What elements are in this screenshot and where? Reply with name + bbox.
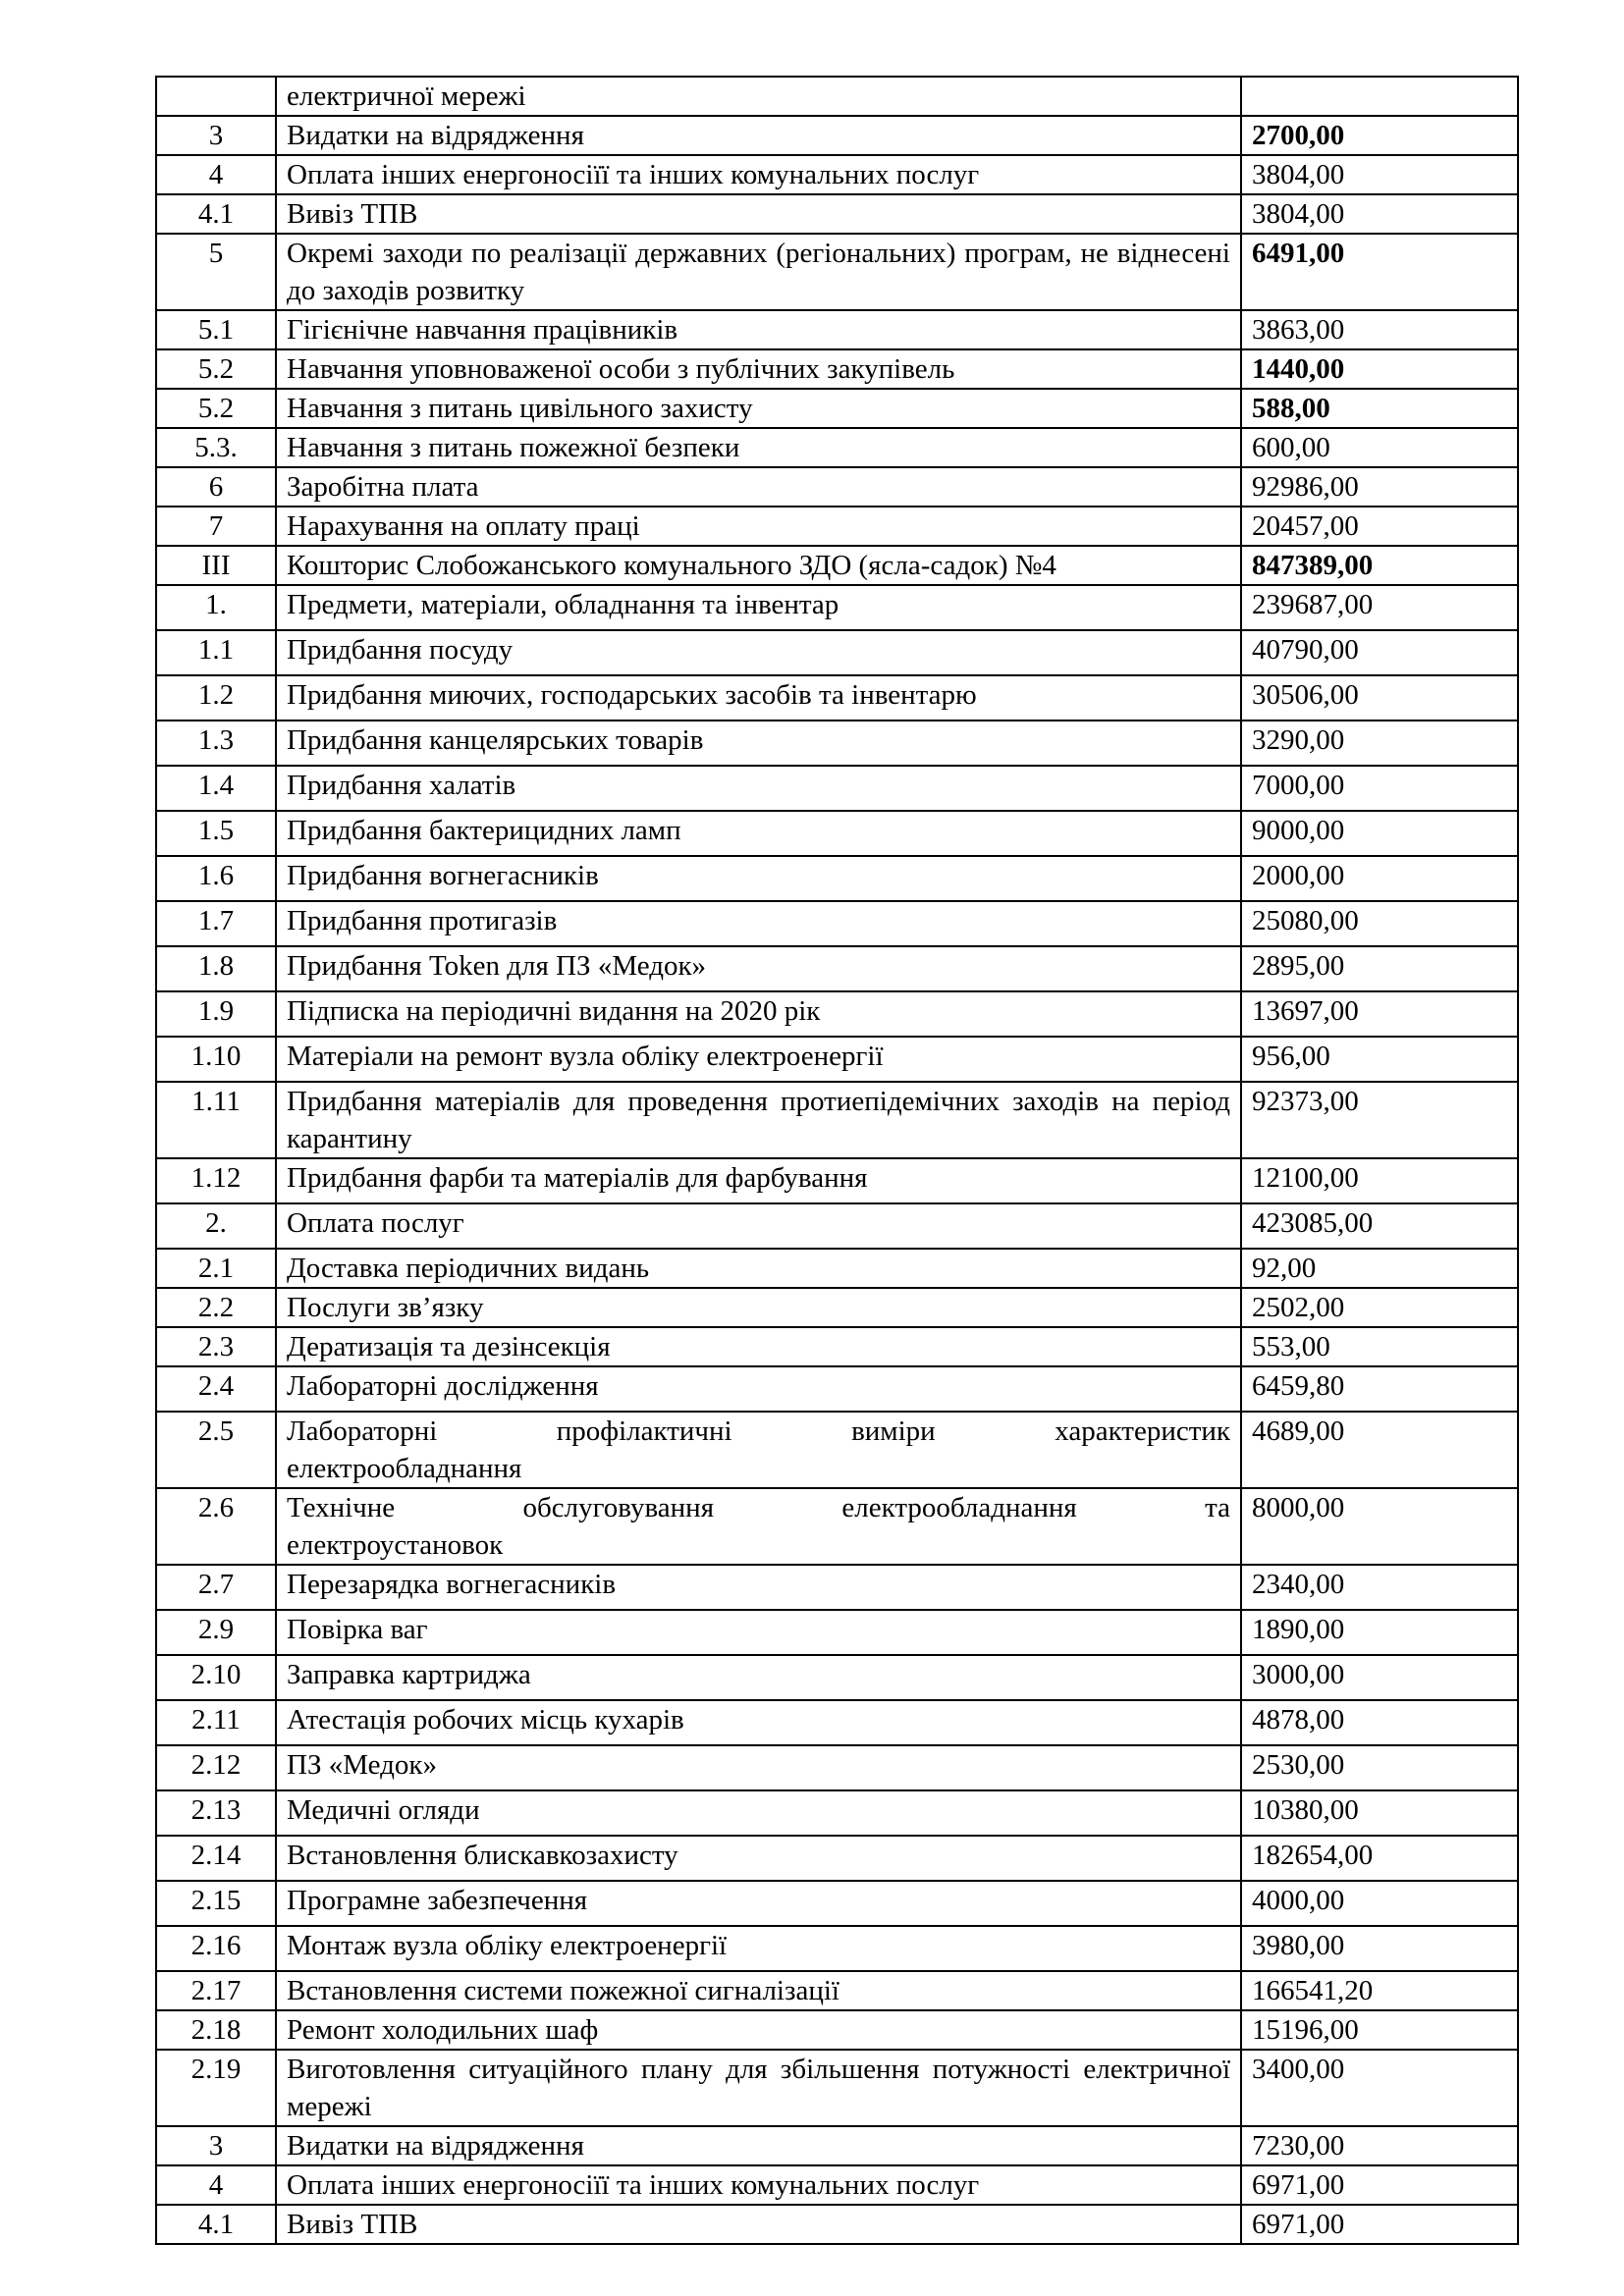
- row-number-cell: 1.4: [156, 766, 276, 811]
- item-name-cell: [276, 1488, 1241, 1565]
- row-number-cell: 6: [156, 467, 276, 507]
- row-number-cell: 2.11: [156, 1700, 276, 1745]
- amount-cell: 1440,00: [1241, 349, 1518, 389]
- row-number-cell: 1.9: [156, 991, 276, 1037]
- amount-cell: 423085,00: [1241, 1203, 1518, 1249]
- amount-cell: 588,00: [1241, 389, 1518, 428]
- row-number-cell: 3: [156, 2126, 276, 2165]
- row-number-cell: [156, 77, 276, 116]
- item-name-cell: Заробітна плата: [276, 467, 1241, 507]
- table-row: [156, 234, 1518, 310]
- item-name-cell: Предмети, матеріали, обладнання та інвентар: [276, 585, 1241, 630]
- amount-cell: 166541,20: [1241, 1971, 1518, 2010]
- item-name-cell: [276, 1412, 1241, 1488]
- row-number-cell: 2.14: [156, 1836, 276, 1881]
- item-name-cell: Повірка ваг: [276, 1610, 1241, 1655]
- item-name-cell: Оплата інших енергоносіїї та інших комунальних послуг: [276, 155, 1241, 194]
- row-number-cell: 4.1: [156, 2205, 276, 2244]
- amount-cell: 8000,00: [1241, 1488, 1518, 1565]
- amount-cell: 4878,00: [1241, 1700, 1518, 1745]
- item-name-cell: Матеріали на ремонт вузла обліку електроенергії: [276, 1037, 1241, 1082]
- budget-table-body: [156, 77, 1518, 2244]
- table-row: [156, 310, 1518, 349]
- amount-cell: 4689,00: [1241, 1412, 1518, 1488]
- amount-cell: 2895,00: [1241, 946, 1518, 991]
- table-row: [156, 630, 1518, 675]
- table-row: [156, 1926, 1518, 1971]
- amount-cell: 13697,00: [1241, 991, 1518, 1037]
- item-name-cell: Підписка на періодичні видання на 2020 рік: [276, 991, 1241, 1037]
- table-row: [156, 2205, 1518, 2244]
- item-name-line: електрообладнання: [287, 1453, 522, 1484]
- amount-cell: 7230,00: [1241, 2126, 1518, 2165]
- item-name-cell: Монтаж вузла обліку електроенергії: [276, 1926, 1241, 1971]
- amount-cell: 2000,00: [1241, 856, 1518, 901]
- row-number-cell: 4.1: [156, 194, 276, 234]
- item-name-cell: Послуги зв’язку: [276, 1288, 1241, 1327]
- table-row: [156, 1836, 1518, 1881]
- amount-cell: 20457,00: [1241, 507, 1518, 546]
- item-name-cell: Атестація робочих місць кухарів: [276, 1700, 1241, 1745]
- amount-cell: 40790,00: [1241, 630, 1518, 675]
- amount-cell: 3804,00: [1241, 155, 1518, 194]
- table-row: [156, 546, 1518, 585]
- row-number-cell: 1.2: [156, 675, 276, 721]
- item-name-cell: Видатки на відрядження: [276, 2126, 1241, 2165]
- row-number-cell: 2.1: [156, 1249, 276, 1288]
- table-row: [156, 721, 1518, 766]
- item-name-cell: ПЗ «Медок»: [276, 1745, 1241, 1790]
- amount-cell: 25080,00: [1241, 901, 1518, 946]
- amount-cell: 3400,00: [1241, 2050, 1518, 2126]
- table-row: [156, 991, 1518, 1037]
- row-number-cell: 2.12: [156, 1745, 276, 1790]
- amount-cell: 3000,00: [1241, 1655, 1518, 1700]
- table-row: [156, 1366, 1518, 1412]
- row-number-cell: 2.10: [156, 1655, 276, 1700]
- row-number-cell: 2.17: [156, 1971, 276, 2010]
- table-row: [156, 856, 1518, 901]
- table-row: [156, 2165, 1518, 2205]
- table-row: [156, 155, 1518, 194]
- amount-cell: 847389,00: [1241, 546, 1518, 585]
- item-name-cell: Придбання протигазів: [276, 901, 1241, 946]
- table-row: [156, 1327, 1518, 1366]
- item-name-cell: Кошторис Слобожанського комунального ЗДО (ясла-садок) №4: [276, 546, 1241, 585]
- row-number-cell: 1.3: [156, 721, 276, 766]
- table-row: [156, 2050, 1518, 2126]
- table-row: [156, 389, 1518, 428]
- item-name-cell: Гігієнічне навчання працівників: [276, 310, 1241, 349]
- amount-cell: 2502,00: [1241, 1288, 1518, 1327]
- table-row: [156, 1610, 1518, 1655]
- row-number-cell: 2.7: [156, 1565, 276, 1610]
- amount-cell: 2700,00: [1241, 116, 1518, 155]
- amount-cell: 12100,00: [1241, 1158, 1518, 1203]
- amount-cell: 6491,00: [1241, 234, 1518, 310]
- amount-cell: 9000,00: [1241, 811, 1518, 856]
- table-row: [156, 766, 1518, 811]
- table-row: [156, 1488, 1518, 1565]
- budget-table: [155, 76, 1519, 2245]
- row-number-cell: 2.: [156, 1203, 276, 1249]
- row-number-cell: 1.12: [156, 1158, 276, 1203]
- row-number-cell: 2.6: [156, 1488, 276, 1565]
- table-row: [156, 675, 1518, 721]
- amount-cell: 30506,00: [1241, 675, 1518, 721]
- item-name-cell: електричної мережі: [276, 77, 1241, 116]
- item-name-cell: Перезарядка вогнегасників: [276, 1565, 1241, 1610]
- item-name-cell: Встановлення системи пожежної сигналізації: [276, 1971, 1241, 2010]
- table-row: [156, 1881, 1518, 1926]
- item-name-cell: Оплата послуг: [276, 1203, 1241, 1249]
- item-name-cell: Видатки на відрядження: [276, 116, 1241, 155]
- row-number-cell: 2.3: [156, 1327, 276, 1366]
- table-row: [156, 507, 1518, 546]
- item-name-line: Технічне обслуговування електрообладнання та: [287, 1492, 1230, 1523]
- amount-cell: 239687,00: [1241, 585, 1518, 630]
- item-name-cell: Встановлення блискавкозахисту: [276, 1836, 1241, 1881]
- item-name-cell: Придбання посуду: [276, 630, 1241, 675]
- amount-cell: 3804,00: [1241, 194, 1518, 234]
- table-row: [156, 1790, 1518, 1836]
- item-name-cell: Окремі заходи по реалізації державних (регіональних) програм, не віднесені до заходів розвитку: [276, 234, 1241, 310]
- row-number-cell: 2.16: [156, 1926, 276, 1971]
- row-number-cell: 1.7: [156, 901, 276, 946]
- item-name-cell: Придбання бактерицидних ламп: [276, 811, 1241, 856]
- amount-cell: 10380,00: [1241, 1790, 1518, 1836]
- table-row: [156, 1655, 1518, 1700]
- table-row: [156, 1082, 1518, 1158]
- amount-cell: 3290,00: [1241, 721, 1518, 766]
- table-row: [156, 1971, 1518, 2010]
- table-row: [156, 467, 1518, 507]
- row-number-cell: 2.15: [156, 1881, 276, 1926]
- item-name-cell: Нарахування на оплату праці: [276, 507, 1241, 546]
- row-number-cell: 1.: [156, 585, 276, 630]
- row-number-cell: 1.11: [156, 1082, 276, 1158]
- row-number-cell: 5.2: [156, 349, 276, 389]
- row-number-cell: 2.5: [156, 1412, 276, 1488]
- amount-cell: [1241, 77, 1518, 116]
- item-name-cell: Вивіз ТПВ: [276, 2205, 1241, 2244]
- row-number-cell: III: [156, 546, 276, 585]
- item-name-cell: Медичні огляди: [276, 1790, 1241, 1836]
- amount-cell: 2340,00: [1241, 1565, 1518, 1610]
- row-number-cell: 5.3.: [156, 428, 276, 467]
- item-name-cell: Навчання з питань пожежної безпеки: [276, 428, 1241, 467]
- table-row: [156, 1745, 1518, 1790]
- row-number-cell: 2.13: [156, 1790, 276, 1836]
- amount-cell: 4000,00: [1241, 1881, 1518, 1926]
- table-row: [156, 116, 1518, 155]
- amount-cell: 92373,00: [1241, 1082, 1518, 1158]
- table-row: [156, 1565, 1518, 1610]
- amount-cell: 600,00: [1241, 428, 1518, 467]
- amount-cell: 3980,00: [1241, 1926, 1518, 1971]
- item-name-line: Лабораторні профілактичні виміри характеристик: [287, 1415, 1230, 1447]
- row-number-cell: 2.2: [156, 1288, 276, 1327]
- item-name-cell: Придбання фарби та матеріалів для фарбування: [276, 1158, 1241, 1203]
- table-row: [156, 1037, 1518, 1082]
- amount-cell: 7000,00: [1241, 766, 1518, 811]
- row-number-cell: 2.18: [156, 2010, 276, 2050]
- table-row: [156, 901, 1518, 946]
- item-name-cell: Навчання з питань цивільного захисту: [276, 389, 1241, 428]
- amount-cell: 92,00: [1241, 1249, 1518, 1288]
- row-number-cell: 1.1: [156, 630, 276, 675]
- row-number-cell: 4: [156, 2165, 276, 2205]
- table-row: [156, 194, 1518, 234]
- document-page: [155, 76, 1494, 2245]
- item-name-cell: Навчання уповноваженої особи з публічних закупівель: [276, 349, 1241, 389]
- row-number-cell: 1.10: [156, 1037, 276, 1082]
- item-name-line: електроустановок: [287, 1529, 504, 1561]
- row-number-cell: 5.1: [156, 310, 276, 349]
- item-name-cell: Дератизація та дезінсекція: [276, 1327, 1241, 1366]
- item-name-cell: Придбання вогнегасників: [276, 856, 1241, 901]
- item-name-cell: Придбання матеріалів для проведення протиепідемічних заходів на період карантину: [276, 1082, 1241, 1158]
- table-row: [156, 77, 1518, 116]
- row-number-cell: 2.9: [156, 1610, 276, 1655]
- row-number-cell: 3: [156, 116, 276, 155]
- item-name-cell: Ремонт холодильних шаф: [276, 2010, 1241, 2050]
- amount-cell: 553,00: [1241, 1327, 1518, 1366]
- table-row: [156, 1203, 1518, 1249]
- row-number-cell: 5: [156, 234, 276, 310]
- table-row: [156, 349, 1518, 389]
- table-row: [156, 1412, 1518, 1488]
- amount-cell: 6459,80: [1241, 1366, 1518, 1412]
- row-number-cell: 2.19: [156, 2050, 276, 2126]
- item-name-cell: Придбання Token для ПЗ «Медок»: [276, 946, 1241, 991]
- table-row: [156, 2010, 1518, 2050]
- amount-cell: 2530,00: [1241, 1745, 1518, 1790]
- item-name-cell: Оплата інших енергоносіїї та інших комунальних послуг: [276, 2165, 1241, 2205]
- row-number-cell: 5.2: [156, 389, 276, 428]
- item-name-cell: Лабораторні дослідження: [276, 1366, 1241, 1412]
- table-row: [156, 585, 1518, 630]
- table-row: [156, 1249, 1518, 1288]
- amount-cell: 15196,00: [1241, 2010, 1518, 2050]
- row-number-cell: 7: [156, 507, 276, 546]
- item-name-cell: Програмне забезпечення: [276, 1881, 1241, 1926]
- item-name-cell: Доставка періодичних видань: [276, 1249, 1241, 1288]
- row-number-cell: 1.6: [156, 856, 276, 901]
- item-name-cell: Придбання канцелярських товарів: [276, 721, 1241, 766]
- row-number-cell: 2.4: [156, 1366, 276, 1412]
- table-row: [156, 811, 1518, 856]
- amount-cell: 182654,00: [1241, 1836, 1518, 1881]
- table-row: [156, 1288, 1518, 1327]
- amount-cell: 6971,00: [1241, 2165, 1518, 2205]
- row-number-cell: 1.5: [156, 811, 276, 856]
- amount-cell: 92986,00: [1241, 467, 1518, 507]
- amount-cell: 1890,00: [1241, 1610, 1518, 1655]
- item-name-cell: Вивіз ТПВ: [276, 194, 1241, 234]
- item-name-cell: Виготовлення ситуаційного плану для збільшення потужності електричної мережі: [276, 2050, 1241, 2126]
- table-row: [156, 1158, 1518, 1203]
- item-name-cell: Придбання халатів: [276, 766, 1241, 811]
- amount-cell: 956,00: [1241, 1037, 1518, 1082]
- table-row: [156, 946, 1518, 991]
- amount-cell: 6971,00: [1241, 2205, 1518, 2244]
- table-row: [156, 428, 1518, 467]
- amount-cell: 3863,00: [1241, 310, 1518, 349]
- item-name-cell: Заправка картриджа: [276, 1655, 1241, 1700]
- row-number-cell: 1.8: [156, 946, 276, 991]
- table-row: [156, 2126, 1518, 2165]
- item-name-cell: Придбання миючих, господарських засобів та інвентарю: [276, 675, 1241, 721]
- row-number-cell: 4: [156, 155, 276, 194]
- table-row: [156, 1700, 1518, 1745]
